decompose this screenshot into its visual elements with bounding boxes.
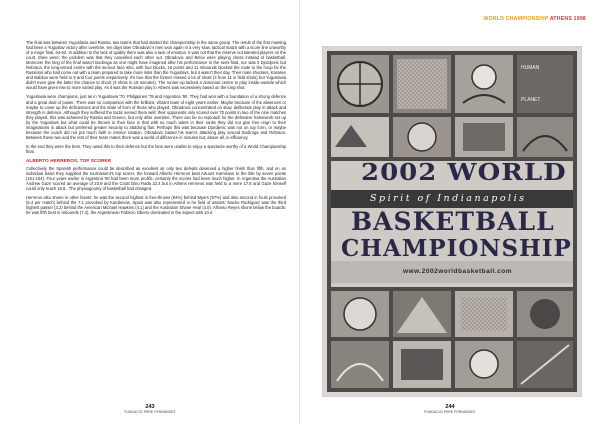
right-page xyxy=(300,0,600,424)
left-folio xyxy=(100,404,200,414)
poster-title-line1: BASKETBALL xyxy=(351,207,555,236)
right-folio xyxy=(400,404,500,414)
publisher-credit: FUNDACIÓ PERE FERNÁNDEZ xyxy=(424,410,476,414)
poster-tagline: Spirit of Indianapolis xyxy=(370,193,527,204)
poster-title-line2: CHAMPIONSHIP xyxy=(341,235,572,262)
paragraph-conclusion: In the end they were the best. They owed this to their defence but the fans were unable to enjoy a spectacle worthy of a World Championship final. xyxy=(26,143,286,154)
paragraph-champions: Yugoslavia were champions, just as in Yugoslavia '70, Philippines '78 and Argentina '90. They had won with a foundation of a strong defence and a great deal of power. There was no comparison with the brilliant, vibrant team of eight years earlier. Maybe because of the absences or maybe to cover up the deficiencies and the state of form of those who played, Obradovic concentrated on slow, deliberate play in attack and strength in defence. Although they suffered the tactic served them well: their opponents only scored over 70 points in two of the nine matches they played, this was achieved by Russia and Greece, but only after overtime. There can be no reproach for the defensive framework set up by the Yugoslavs but what could be thrown in their face is that with so much talent in their ranks they did not give free reign to their imaginations in attack but preferred greater security to attacking flair. Perhaps this was because Djordjevic was not on top form, or maybe because the coach did not put much faith in interior rotation. Obradovic based his team's attacking play around Bodiroga and Rebraca. Between these two and the rest of their team mates there was a world of difference in minutes but, above all, in efficiency. xyxy=(26,94,286,140)
paragraph-final: The final was between Yugoslavia and Russia, two teams that had started the championship in the same group. The result of the first meeting had been a Yugoslav victory after overtime, ten days later Obradovic's men won again in a very slow, tactical match with a score line unworthy of a major final, 64-62. In addition to the lack of quality there was also a lack of emotion. It was not that the reserve not talented players on the court, there were; the problem was that they cancelled each other out. Obradovic and Belov were playing chess instead of basketball. Moreover the king of the final wasn't Bodiroga as one might have imagined after his performance in the semi-final, nor was it Djordjevic but Rebraca, the long-armed centre with the serious face who, with four blocks, 16 points and 11 rebounds blocked the route to the hoop for the Russians who had come out with a team prepared to take more risks than the Yugoslavs, but it wasn't their day. Their main shooters, Karasev and Babkov were held to 9 and four points respectively. It's true that the former missed a lot of shots (3 from 11 in field shots) but Yugoslavia didn't even give the latter the chance to shoot (3 shots in 18 minutes). The runner-up lacked a dominant centre to play inside-outside which would have given rise to more varied play. As it was the Russian play in Athens was excessively based on the long shot. xyxy=(26,40,286,91)
paragraph-herreros: Collectively the Spanish performance could be described as excellent as only two defeats deserved a higher finish than fifth, and on an individual basis they supplied the tournament's top scorer, the forward Alberto Herreros beat Artuurs Karnisovs to the title by seven points (161-154). Four years earlier in Argentina '90 had been more prolific, certainly the scores had been much higher. In Argentina the Australian Andrew Gaze scored an average of 23.9 and the Croat Dino Rađa 22.4 but in Athens Herreros was held to a mere 17.8 and Gaze himself could only reach 16.8.. The physiognomy of basketball had changed. xyxy=(26,166,286,192)
poster-photo xyxy=(322,46,582,397)
svg-text:HUMAN: HUMAN xyxy=(521,65,540,71)
paragraph-statistics: Herreros also shone in other facets: he was the second highest in free-throws (94%) behind Myers (97%) and also second in fouls provoked (5.4 per match) behind the 7.1 provoked by Kambevas. Spain was also represented in he field of assists: Nacho Rodriguez was the third highest passer (3.2) behind the American Michael Hawkins (4.1) and the Australian Shane Heal (4.0). Alfonso Reyes shone below the boards: he was fifth best in rebounds (7.2), the Argentinean Fabricio Oberto dominated in the aspect with 10.4. xyxy=(26,195,286,216)
poster-url: www.2002worldbasketball.com xyxy=(403,268,512,275)
running-head-venue: ATHENS 1998 xyxy=(549,16,586,22)
running-head xyxy=(484,16,586,22)
poster-year-text: 2002 WORLD xyxy=(361,159,567,187)
publisher-credit: FUNDACIÓ PERE FERNÁNDEZ xyxy=(124,410,176,414)
body-text xyxy=(26,40,286,219)
running-head-event: WORLD CHAMPIONSHIP xyxy=(483,16,549,22)
section-heading: ALBERTO HERREROS, TOP SCORER xyxy=(26,157,111,163)
page-number: 243 xyxy=(145,404,155,410)
page-number: 244 xyxy=(445,404,455,410)
svg-text:PLANET: PLANET xyxy=(521,97,541,103)
